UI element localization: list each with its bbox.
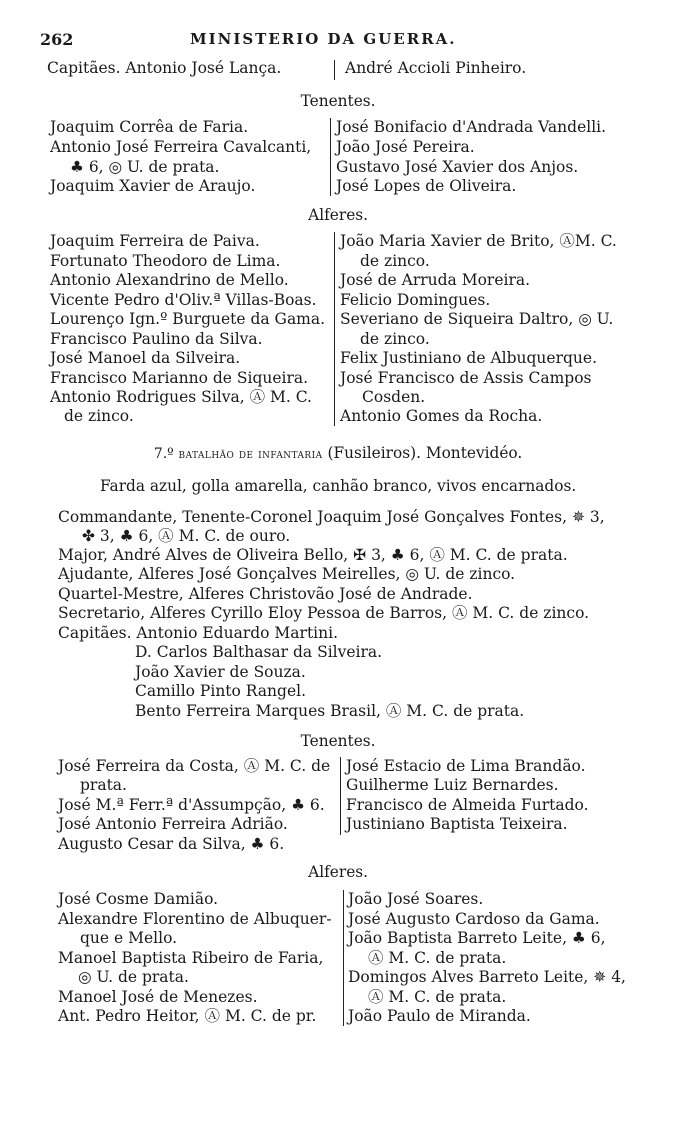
staff-line: ✤ 3, ♣ 6, Ⓐ M. C. de ouro. [82,527,291,545]
section-heading-tenentes-1: Tenentes. [300,92,376,110]
tenente-left: José M.ª Ferr.ª d'Assumpção, ♣ 6. [58,796,325,814]
tenente-left: prata. [80,776,127,794]
uniform-description: Farda azul, golla amarella, canhão branco, vivos encarnados. [99,477,577,495]
battalion-name: batalhão de infantaria [178,447,323,462]
alferes-left: José Manoel da Silveira. [50,349,241,367]
alferes-right: Domingos Alves Barreto Leite, ✵ 4, [348,968,626,986]
alferes-right: Ⓐ M. C. de prata. [368,988,507,1006]
alferes-left: José Cosme Damião. [58,890,219,908]
alferes-left: ◎ U. de prata. [78,968,189,986]
tenente-right: José Bonifacio d'Andrada Vandelli. [336,118,607,136]
capitao-line: D. Carlos Balthasar da Silveira. [135,643,383,661]
section-heading-alferes-2: Alferes. [308,863,369,881]
alferes-right: João José Soares. [348,890,484,908]
alferes-left: Manoel Baptista Ribeiro de Faria, [58,949,324,967]
alferes-left: Vicente Pedro d'Oliv.ª Villas-Boas. [50,291,317,309]
staff-line: Secretario, Alferes Cyrillo Eloy Pessoa de Barros, Ⓐ M. C. de zinco. [58,604,590,622]
tenente-right: Justiniano Baptista Teixeira. [346,815,568,833]
column-rule [340,757,341,835]
tenente-left: José Antonio Ferreira Adrião. [58,815,288,833]
tenente-right: José Lopes de Oliveira. [336,177,517,195]
alferes-right: João Paulo de Miranda. [348,1007,531,1025]
tenente-right: Guilherme Luiz Bernardes. [346,776,559,794]
tenente-right: José Estacio de Lima Brandão. [346,757,586,775]
alferes-left: Lourenço Ign.º Burguete da Gama. [50,310,326,328]
alferes-left: Francisco Marianno de Siqueira. [50,369,309,387]
tenente-left: ♣ 6, ◎ U. de prata. [70,158,220,176]
battalion-heading [0,443,676,465]
alferes-right: Felicio Domingues. [340,291,491,309]
section-heading-tenentes-2: Tenentes. [300,732,376,750]
alferes-right: Severiano de Siqueira Daltro, ◎ U. [340,310,614,328]
tenente-right: Gustavo José Xavier dos Anjos. [336,158,579,176]
alferes-left: Joaquim Ferreira de Paiva. [50,232,260,250]
column-rule [334,60,335,80]
battalion-location: (Fusileiros). Montevidéo. [327,444,523,462]
alferes-right: Felix Justiniano de Albuquerque. [340,349,597,367]
alferes-right: de zinco. [360,330,430,348]
column-rule [343,890,344,1026]
alferes-left: Alexandre Florentino de Albuquer- [58,910,332,928]
section-heading-alferes-1: Alferes. [308,206,369,224]
tenente-left: José Ferreira da Costa, Ⓐ M. C. de [58,757,331,775]
staff-line: Quartel-Mestre, Alferes Christovão José de Andrade. [58,585,473,603]
alferes-right: Antonio Gomes da Rocha. [340,407,543,425]
alferes-left: Ant. Pedro Heitor, Ⓐ M. C. de pr. [58,1007,317,1025]
tenente-left: Antonio José Ferreira Cavalcanti, [50,138,312,156]
tenente-right: João José Pereira. [336,138,475,156]
column-rule [334,232,335,426]
alferes-left: Antonio Rodrigues Silva, Ⓐ M. C. [50,388,312,406]
capitao-line: João Xavier de Souza. [135,663,306,681]
alferes-right: de zinco. [360,252,430,270]
alferes-right: José Francisco de Assis Campos [340,369,592,387]
staff-line: Commandante, Tenente-Coronel Joaquim José Gonçalves Fontes, ✵ 3, [58,508,605,526]
tenente-right: Francisco de Almeida Furtado. [346,796,589,814]
staff-line: Ajudante, Alferes José Gonçalves Meirelles, ◎ U. de zinco. [58,565,516,583]
alferes-left: Fortunato Theodoro de Lima. [50,252,281,270]
alferes-right: João Maria Xavier de Brito, ⒶM. C. [340,232,617,250]
alferes-right: Ⓐ M. C. de prata. [368,949,507,967]
tenente-left: Augusto Cesar da Silva, ♣ 6. [58,835,285,853]
alferes-left: que e Mello. [80,929,178,947]
battalion-ordinal: 7.º [153,446,174,462]
alferes-right: José Augusto Cardoso da Gama. [348,910,600,928]
alferes-left: Antonio Alexandrino de Mello. [50,271,289,289]
alferes-right: Cosden. [362,388,426,406]
alferes-left: Manoel José de Menezes. [58,988,258,1006]
capitaes-right: André Accioli Pinheiro. [345,59,527,77]
page-number: 262 [40,30,74,49]
staff-line: Capitães. Antonio Eduardo Martini. [58,624,338,642]
alferes-left: Francisco Paulino da Silva. [50,330,263,348]
tenente-left: Joaquim Xavier de Araujo. [50,177,256,195]
capitaes-left: Capitães. Antonio José Lança. [47,59,282,77]
alferes-right: José de Arruda Moreira. [340,271,531,289]
capitao-line: Bento Ferreira Marques Brasil, Ⓐ M. C. de prata. [135,702,525,720]
staff-line: Major, André Alves de Oliveira Bello, ✠ 3, ♣ 6, Ⓐ M. C. de prata. [58,546,568,564]
tenente-left: Joaquim Corrêa de Faria. [50,118,249,136]
capitao-line: Camillo Pinto Rangel. [135,682,307,700]
running-header [40,30,640,52]
alferes-right: João Baptista Barreto Leite, ♣ 6, [348,929,606,947]
column-rule [330,118,331,196]
page-title: MINISTERIO DA GUERRA. [190,30,457,48]
alferes-left: de zinco. [64,407,134,425]
